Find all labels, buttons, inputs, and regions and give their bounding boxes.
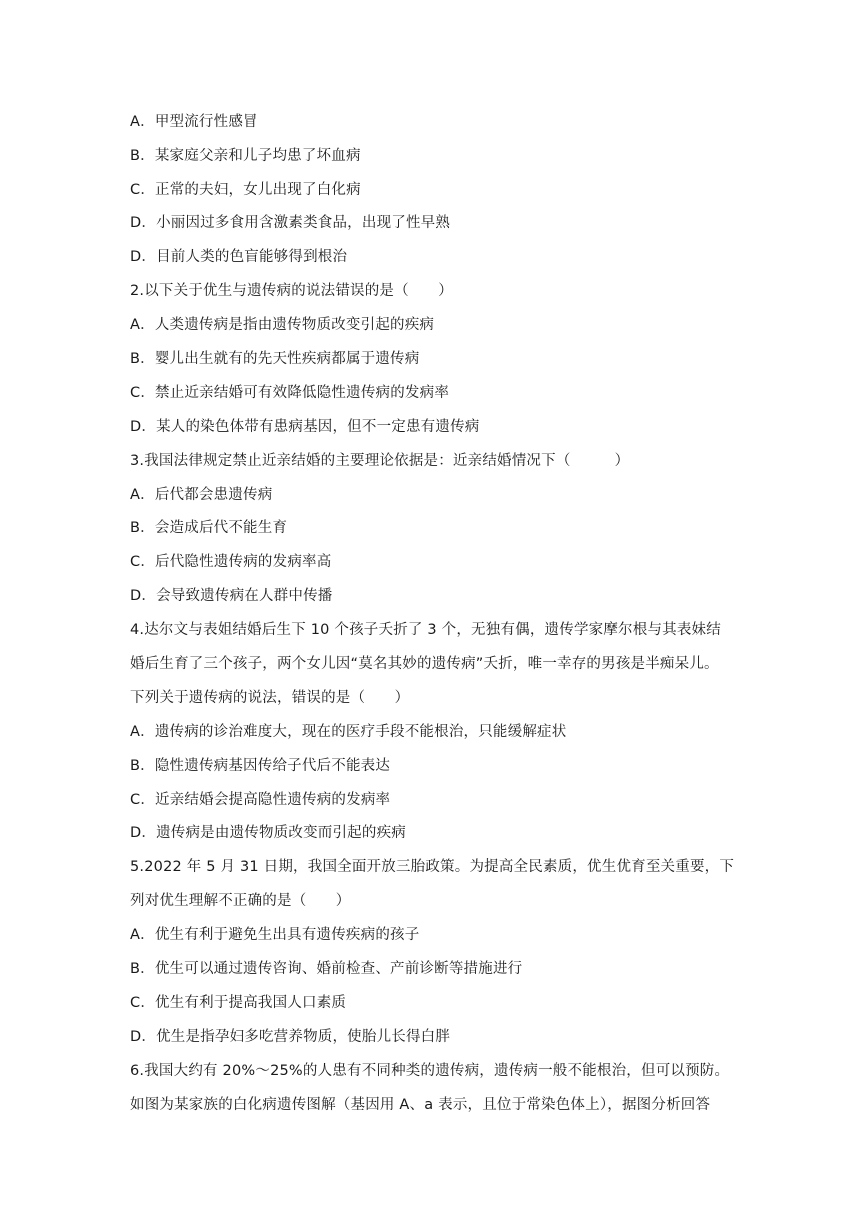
- option-a: A．后代都会患遗传病: [130, 487, 273, 503]
- question-4-line-2: 婚后生育了三个孩子，两个女儿因“莫名其妙的遗传病”夭折，唯一幸存的男孩是半痴呆儿。: [130, 656, 719, 672]
- option-a: A．遗传病的诊治难度大，现在的医疗手段不能根治，只能缓解症状: [130, 724, 567, 740]
- question-4-line-3: 下列关于遗传病的说法，错误的是（ ）: [130, 690, 410, 706]
- question-5-line-2: 列对优生理解不正确的是（ ）: [130, 893, 351, 909]
- option-d: D．遗传病是由遗传物质改变而引起的疾病: [130, 825, 406, 841]
- option-c: C．禁止近亲结婚可有效降低隐性遗传病的发病率: [130, 385, 450, 401]
- option-c: C．正常的夫妇，女儿出现了白化病: [130, 182, 361, 198]
- question-4-line-1: 4.达尔文与表姐结婚后生下 10 个孩子夭折了 3 个，无独有偶，遗传学家摩尔根与其表妹结: [130, 622, 721, 638]
- option-d: D．某人的染色体带有患病基因，但不一定患有遗传病: [130, 419, 480, 435]
- option-c: C．后代隐性遗传病的发病率高: [130, 554, 332, 570]
- option-d: D．优生是指孕妇多吃营养物质，使胎儿长得白胖: [130, 1029, 451, 1045]
- question-5-line-1: 5.2022 年 5 月 31 日期，我国全面开放三胎政策。为提高全民素质，优生优育至关重要，下: [130, 859, 735, 875]
- question-6-line-2: 如图为某家族的白化病遗传图解（基因用 A、a 表示，且位于常染色体上），据图分析回答: [130, 1097, 711, 1113]
- question-6-line-1: 6.我国大约有 20%～25%的人患有不同种类的遗传病，遗传病一般不能根治，但可以预防。: [130, 1063, 730, 1079]
- option-c: C．优生有利于提高我国人口素质: [130, 995, 347, 1011]
- option-b: B．隐性遗传病基因传给子代后不能表达: [130, 758, 391, 774]
- option-d: D．目前人类的色盲能够得到根治: [130, 249, 348, 265]
- option-b: B．会造成后代不能生育: [130, 520, 288, 536]
- option-a: A．优生有利于避免生出具有遗传疾病的孩子: [130, 927, 420, 943]
- option-a: A．人类遗传病是指由遗传物质改变引起的疾病: [130, 317, 435, 333]
- option-b: B．婴儿出生就有的先天性疾病都属于遗传病: [130, 351, 420, 367]
- option-c: C．近亲结婚会提高隐性遗传病的发病率: [130, 792, 391, 808]
- option-d: D．小丽因过多食用含激素类食品，出现了性早熟: [130, 215, 451, 231]
- option-a: A．甲型流行性感冒: [130, 114, 258, 130]
- option-b: B．优生可以通过遗传咨询、婚前检查、产前诊断等措施进行: [130, 961, 523, 977]
- option-b: B．某家庭父亲和儿子均患了坏血病: [130, 148, 361, 164]
- option-d: D．会导致遗传病在人群中传播: [130, 588, 333, 604]
- question-3: 3.我国法律规定禁止近亲结婚的主要理论依据是：近亲结婚情况下（ ）: [130, 453, 630, 469]
- question-2: 2.以下关于优生与遗传病的说法错误的是（ ）: [130, 283, 453, 299]
